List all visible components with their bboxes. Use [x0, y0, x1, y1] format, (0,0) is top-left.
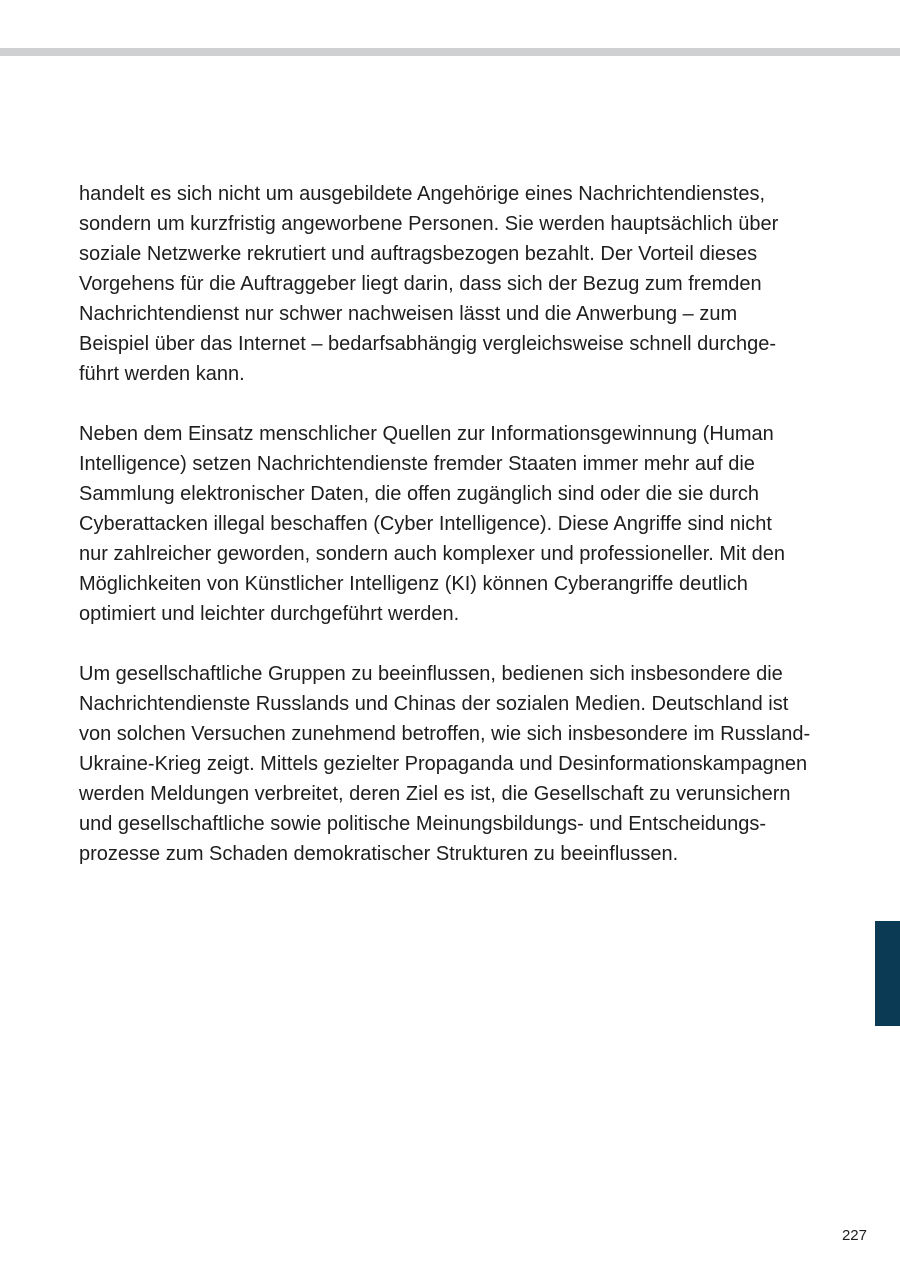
text-line: nur zahlreicher geworden, sondern auch komplexer und professioneller. Mit den: [79, 543, 785, 565]
paragraph-2: [79, 419, 824, 629]
chapter-marker-tab: [875, 921, 900, 1026]
text-line: Vorgehens für die Auftraggeber liegt darin, dass sich der Bezug zum fremden: [79, 273, 762, 295]
text-line: sondern um kurzfristig angeworbene Personen. Sie werden hauptsächlich über: [79, 213, 779, 235]
text-line: Um gesellschaftliche Gruppen zu beeinflussen, bedienen sich insbesondere die: [79, 663, 783, 685]
text-line: handelt es sich nicht um ausgebildete Angehörige eines Nachrichtendienstes,: [79, 183, 765, 205]
text-line: Intelligence) setzen Nachrichtendienste fremder Staaten immer mehr auf die: [79, 453, 755, 475]
text-line: und gesellschaftliche sowie politische Meinungsbildungs- und Entscheidungs-: [79, 813, 767, 835]
text-line: Ukraine-Krieg zeigt. Mittels gezielter Propaganda und Desinformationskampagnen: [79, 753, 808, 775]
text-line: Beispiel über das Internet – bedarfsabhängig vergleichsweise schnell durchge-: [79, 333, 777, 355]
paragraph-1: [79, 179, 824, 389]
body-text: [79, 179, 824, 899]
text-line: führt werden kann.: [79, 363, 245, 385]
text-line: Sammlung elektronischer Daten, die offen zugänglich sind oder die sie durch: [79, 483, 760, 505]
text-line: von solchen Versuchen zunehmend betroffen, wie sich insbesondere im Russland-: [79, 723, 811, 745]
page-number: 227: [841, 1227, 867, 1244]
text-line: Möglichkeiten von Künstlicher Intelligenz (KI) können Cyberangriffe deutlich: [79, 573, 748, 595]
text-line: Cyberattacken illegal beschaffen (Cyber Intelligence). Diese Angriffe sind nicht: [79, 513, 772, 535]
text-line: Neben dem Einsatz menschlicher Quellen zur Informationsgewinnung (Human: [79, 423, 774, 445]
text-line: werden Meldungen verbreitet, deren Ziel es ist, die Gesellschaft zu verunsichern: [79, 783, 791, 805]
paragraph-3: [79, 659, 824, 869]
text-line: soziale Netzwerke rekrutiert und auftragsbezogen bezahlt. Der Vorteil dieses: [79, 243, 758, 265]
text-line: optimiert und leichter durchgeführt werden.: [79, 603, 460, 625]
text-line: Nachrichtendienste Russlands und Chinas der sozialen Medien. Deutschland ist: [79, 693, 789, 715]
top-rule: [0, 48, 900, 56]
text-line: Nachrichtendienst nur schwer nachweisen lässt und die Anwerbung – zum: [79, 303, 738, 325]
text-line: prozesse zum Schaden demokratischer Strukturen zu beeinflussen.: [79, 843, 679, 865]
